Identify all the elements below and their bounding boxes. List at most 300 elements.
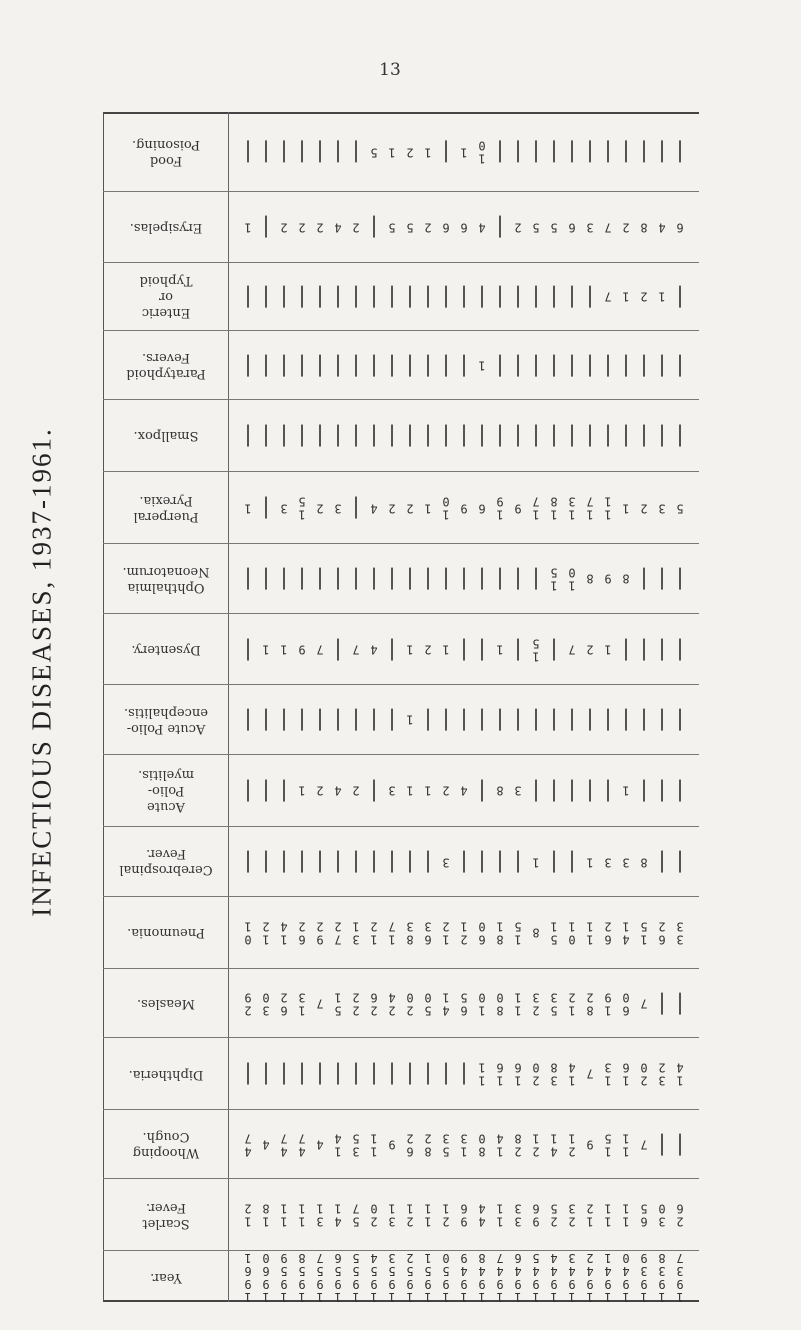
table-cell (473, 1250, 491, 1304)
table-cell (653, 118, 671, 185)
column-year (103, 1251, 699, 1302)
table-cell (617, 550, 635, 607)
cell-value: 8 (640, 220, 648, 235)
table-cell (347, 1116, 365, 1173)
table-cell (617, 903, 635, 962)
cell-value: 2 1 (406, 1201, 414, 1229)
cell-value: 2 (640, 501, 648, 515)
table-cell (419, 478, 437, 538)
table-cell (635, 1044, 653, 1103)
table-cell (329, 833, 347, 891)
cell-value: 1 9 6 1 (244, 1250, 252, 1304)
table-cell (671, 406, 689, 465)
column-values (229, 827, 699, 897)
table-cell (257, 1185, 275, 1244)
table-cell (509, 1250, 527, 1304)
table-cell (635, 1185, 653, 1244)
table-cell (329, 691, 347, 748)
table-cell (671, 478, 689, 538)
column-paratyphoid-fevers (103, 331, 699, 401)
table-cell (329, 1185, 347, 1244)
cell-value: 1 9 5 1 (424, 1250, 432, 1304)
table-cell (383, 1044, 401, 1103)
column-values (229, 1251, 699, 1302)
cell-value: 2 (406, 145, 414, 160)
column-header-label: Paratyphoid Fevers. (125, 349, 206, 381)
column-header (103, 827, 229, 897)
column-header-label: Puerperal Pyrexia. (132, 492, 199, 524)
cell-value: 5 7 (352, 1201, 360, 1229)
cell-value: 8 (586, 572, 594, 587)
table-cell (509, 337, 527, 394)
cell-value: 8 2 (586, 990, 594, 1018)
table-cell (635, 269, 653, 324)
table-cell (257, 1116, 275, 1173)
cell-value: 1 9 5 4 (370, 1250, 378, 1304)
table-cell (527, 1044, 545, 1103)
table-cell (455, 118, 473, 185)
cell-value: 5 3 (442, 1131, 450, 1159)
table-cell (473, 118, 491, 185)
table-cell (635, 761, 653, 820)
table-cell (275, 1116, 293, 1173)
table-cell (347, 620, 365, 679)
table-cell (347, 337, 365, 394)
table-cell (347, 550, 365, 607)
table-cell (401, 975, 419, 1032)
table-cell (455, 337, 473, 394)
cell-value: 9 6 (532, 1201, 540, 1229)
table-cell (581, 198, 599, 256)
column-whooping-cough (103, 1110, 699, 1180)
table-cell (455, 1044, 473, 1103)
cell-value: 1 4 (676, 1060, 684, 1088)
table-cell (509, 118, 527, 185)
table-cell (545, 406, 563, 465)
cell-value: 1 2 (244, 1201, 252, 1229)
table-cell (257, 1250, 275, 1304)
cell-value: 5 1 (550, 919, 558, 947)
cell-value: 2 (352, 220, 360, 235)
cell-value: 1 9 3 7 (676, 1250, 684, 1304)
table-cell (635, 833, 653, 891)
table-cell (401, 269, 419, 324)
column-puerperal-pyrexia (103, 472, 699, 545)
table-cell (581, 550, 599, 607)
column-header (103, 1251, 229, 1302)
table-cell (599, 620, 617, 679)
table-cell (293, 118, 311, 185)
cell-value: 7 (604, 220, 612, 235)
table-cell (581, 761, 599, 820)
cell-value: 3 (334, 501, 342, 515)
table-cell (599, 691, 617, 748)
column-pneumonia (103, 897, 699, 969)
cell-value: 1 1 (604, 494, 612, 522)
table-cell (473, 1185, 491, 1244)
cell-value: 7 (640, 996, 648, 1011)
cell-value: 8 (640, 854, 648, 869)
table-cell (383, 337, 401, 394)
table-cell (653, 550, 671, 607)
cell-value: 6 (676, 220, 684, 235)
cell-value: 1 6 (622, 1060, 630, 1088)
cell-value: 1 (280, 642, 288, 657)
cell-value: 1 4 (568, 1060, 576, 1088)
column-ophthalmia-neonatorum (103, 544, 699, 614)
cell-value: 5 1 (334, 990, 342, 1018)
column-header (103, 897, 229, 968)
table-cell (437, 550, 455, 607)
column-values (229, 192, 699, 262)
table-cell (473, 761, 491, 820)
table-cell (275, 1044, 293, 1103)
table-cell (365, 198, 383, 256)
table-cell (671, 833, 689, 891)
column-acute-polio-myelitis (103, 755, 699, 827)
table-cell (347, 118, 365, 185)
table-cell (347, 478, 365, 538)
table-cell (473, 337, 491, 394)
cell-value: 4 (478, 220, 486, 235)
table-cell (491, 269, 509, 324)
cell-value: 1 (658, 289, 666, 304)
cell-value: 2 4 (388, 990, 396, 1018)
cell-value: 1 9 4 4 (550, 1250, 558, 1304)
column-values (229, 685, 699, 754)
table-cell (293, 761, 311, 820)
table-cell (671, 198, 689, 256)
table-cell (293, 337, 311, 394)
cell-value: 6 (568, 220, 576, 235)
cell-value: 2 0 (406, 990, 414, 1018)
cell-value: 1 2 (568, 990, 576, 1018)
cell-value: 1 9 4 7 (496, 1250, 504, 1304)
table-cell (455, 478, 473, 538)
cell-value: 3 1 (352, 919, 360, 947)
cell-value: 1 2 (370, 919, 378, 947)
column-values (229, 544, 699, 613)
cell-value: 9 (604, 572, 612, 587)
cell-value: 2 5 (550, 1201, 558, 1229)
table-cell (257, 1044, 275, 1103)
table-cell (671, 1044, 689, 1103)
table-cell (347, 198, 365, 256)
table-cell (239, 620, 257, 679)
table-cell (347, 1185, 365, 1244)
table-cell (401, 550, 419, 607)
cell-value: 3 (514, 783, 522, 798)
cell-value: 7 (640, 1137, 648, 1152)
cell-value: 7 (604, 289, 612, 304)
cell-value: 2 (622, 220, 630, 235)
table-cell (527, 833, 545, 891)
column-header (103, 263, 229, 330)
table-cell (257, 198, 275, 256)
table-cell (347, 903, 365, 962)
table-cell (437, 1185, 455, 1244)
table-cell (239, 833, 257, 891)
table-cell (455, 620, 473, 679)
cell-value: 4 (262, 1137, 270, 1152)
table-cell (635, 975, 653, 1032)
table-cell (617, 1185, 635, 1244)
cell-value: 1 1 (280, 1201, 288, 1229)
column-header-label: Scarlet Fever. (141, 1199, 190, 1231)
cell-value: 8 0 (478, 1131, 486, 1159)
table-cell (653, 1116, 671, 1173)
table-cell (635, 550, 653, 607)
table-cell (545, 550, 563, 607)
column-header-label: Year. (149, 1269, 182, 1285)
cell-value: 1 0 (478, 990, 486, 1018)
cell-value: 1 9 (496, 494, 504, 522)
table-cell (239, 1116, 257, 1173)
cell-value: 8 3 (406, 919, 414, 947)
column-header (103, 969, 229, 1038)
cell-value: 1 9 4 2 (586, 1250, 594, 1304)
table-cell (527, 1250, 545, 1304)
table-cell (509, 975, 527, 1032)
table-cell (635, 478, 653, 538)
column-header (103, 544, 229, 613)
table-cell (401, 406, 419, 465)
table-cell (365, 903, 383, 962)
table-cell (563, 1116, 581, 1173)
table-cell (671, 761, 689, 820)
table-cell (635, 406, 653, 465)
cell-value: 1 9 5 6 (334, 1250, 342, 1304)
cell-value: 3 (604, 854, 612, 869)
table-cell (653, 198, 671, 256)
cell-value: 3 3 (514, 1201, 522, 1229)
table-cell (599, 833, 617, 891)
cell-value: 4 (370, 501, 378, 515)
cell-value: 1 9 5 9 (280, 1250, 288, 1304)
table-cell (293, 406, 311, 465)
column-header-label: Measles. (136, 996, 195, 1012)
table-cell (581, 118, 599, 185)
table-cell (437, 620, 455, 679)
cell-value: 3 (622, 854, 630, 869)
table-cell (491, 691, 509, 748)
cell-value: 3 3 (676, 919, 684, 947)
column-values (229, 969, 699, 1038)
table-cell (581, 975, 599, 1032)
table-cell (419, 903, 437, 962)
table-cell (329, 903, 347, 962)
table-cell (581, 833, 599, 891)
table-cell (653, 903, 671, 962)
table-cell (257, 478, 275, 538)
cell-value: 1 1 (622, 1131, 630, 1159)
table-cell (491, 198, 509, 256)
cell-value: 6 5 (640, 1201, 648, 1229)
column-header-label: Pneumonia. (126, 925, 205, 941)
table-cell (383, 1250, 401, 1304)
cell-value: 3 1 (388, 1201, 396, 1229)
table-cell (401, 833, 419, 891)
column-header (103, 1110, 229, 1179)
column-header (103, 614, 229, 685)
table-cell (311, 1044, 329, 1103)
table-cell (275, 406, 293, 465)
table-cell (311, 833, 329, 891)
cell-value: 3 (658, 501, 666, 515)
cell-value: 1 4 (496, 1131, 504, 1159)
table-cell (347, 1044, 365, 1103)
table-cell (545, 337, 563, 394)
cell-value: 4 (334, 783, 342, 798)
table-cell (455, 975, 473, 1032)
table-cell (239, 1250, 257, 1304)
cell-value: 1 (496, 642, 504, 657)
table-cell (491, 1116, 509, 1173)
cell-value: 1 5 (550, 565, 558, 593)
table-cell (329, 975, 347, 1032)
cell-value: 5 (550, 220, 558, 235)
table-cell (509, 478, 527, 538)
cell-value: 1 (586, 854, 594, 869)
table-cell (347, 406, 365, 465)
table-cell (599, 975, 617, 1032)
table-cell (617, 198, 635, 256)
table-cell (401, 1116, 419, 1173)
table-cell (293, 691, 311, 748)
table-cell (473, 550, 491, 607)
table-cell (599, 550, 617, 607)
cell-value: 6 (460, 220, 468, 235)
table-cell (275, 118, 293, 185)
table-cell (563, 691, 581, 748)
table-cell (401, 478, 419, 538)
table-cell (491, 761, 509, 820)
column-diphtheria (103, 1038, 699, 1110)
column-values (229, 1179, 699, 1250)
cell-value: 3 0 (658, 1201, 666, 1229)
cell-value: 1 1 (586, 919, 594, 947)
cell-value: 0 1 (244, 919, 252, 947)
cell-value: 4 4 (478, 1201, 486, 1229)
column-enteric-or-typhoid (103, 263, 699, 331)
table-cell (563, 550, 581, 607)
table-cell (455, 903, 473, 962)
table-cell (527, 406, 545, 465)
cell-value: 4 1 (442, 990, 450, 1018)
table-cell (491, 1044, 509, 1103)
table-cell (401, 1250, 419, 1304)
table-cell (563, 1044, 581, 1103)
table-cell (671, 1250, 689, 1304)
cell-value: 1 2 (442, 919, 450, 947)
table-cell (365, 406, 383, 465)
table-cell (257, 975, 275, 1032)
table-cell (419, 269, 437, 324)
table-cell (329, 337, 347, 394)
cell-value: 2 0 (532, 1060, 540, 1088)
cell-value: 2 (352, 783, 360, 798)
table-cell (293, 1185, 311, 1244)
table-cell (671, 620, 689, 679)
cell-value: 8 2 (424, 1131, 432, 1159)
cell-value: 6 5 (460, 990, 468, 1018)
table-cell (491, 620, 509, 679)
table-cell (599, 478, 617, 538)
table-cell (545, 691, 563, 748)
cell-value: 1 8 (262, 1201, 270, 1229)
table-cell (563, 337, 581, 394)
cell-value: 1 7 (388, 919, 396, 947)
cell-value: 9 6 (460, 1201, 468, 1229)
table-cell (401, 198, 419, 256)
cell-value: 1 9 5 8 (298, 1250, 306, 1304)
table-cell (239, 903, 257, 962)
table-cell (383, 1116, 401, 1173)
table-cell (383, 198, 401, 256)
cell-value: 9 (514, 501, 522, 515)
cell-value: 2 3 (568, 1201, 576, 1229)
table-cell (239, 975, 257, 1032)
table-cell (437, 269, 455, 324)
cell-value: 1 (244, 220, 252, 235)
cell-value: 4 7 (244, 1131, 252, 1159)
table-cell (365, 833, 383, 891)
table-cell (599, 1185, 617, 1244)
table-cell (329, 406, 347, 465)
table-cell (365, 620, 383, 679)
cell-value: 1 9 5 3 (388, 1250, 396, 1304)
table-cell (563, 761, 581, 820)
cell-value: 1 4 (334, 1131, 342, 1159)
table-cell (239, 1185, 257, 1244)
cell-value: 1 1 (604, 1201, 612, 1229)
cell-value: 5 0 (424, 990, 432, 1018)
cell-value: 3 (586, 220, 594, 235)
cell-value: 6 (478, 501, 486, 515)
table-cell (599, 406, 617, 465)
table-cell (293, 833, 311, 891)
table-cell (383, 975, 401, 1032)
table-cell (581, 1185, 599, 1244)
table-cell (617, 1116, 635, 1173)
cell-value: 2 1 (460, 919, 468, 947)
cell-value: 1 9 4 3 (568, 1250, 576, 1304)
table-cell (239, 550, 257, 607)
cell-value: 1 9 4 0 (622, 1250, 630, 1304)
table-cell (491, 975, 509, 1032)
column-acute-polio-encephalitis (103, 685, 699, 755)
column-scarlet-fever (103, 1179, 699, 1251)
cell-value: 1 5 (298, 494, 306, 522)
column-header (103, 112, 229, 191)
cell-value: 2 (406, 501, 414, 515)
table-cell (437, 975, 455, 1032)
table-cell (545, 1116, 563, 1173)
cell-value: 1 7 (532, 494, 540, 522)
table-cell (635, 337, 653, 394)
table-cell (473, 1116, 491, 1173)
column-cerebrospinal-fever (103, 827, 699, 898)
column-header (103, 331, 229, 400)
table-cell (275, 691, 293, 748)
table-cell (617, 406, 635, 465)
column-values (229, 400, 699, 471)
cell-value: 7 (568, 642, 576, 657)
cell-value: 6 2 (298, 919, 306, 947)
table-cell (653, 337, 671, 394)
table-cell (275, 198, 293, 256)
table-cell (365, 550, 383, 607)
